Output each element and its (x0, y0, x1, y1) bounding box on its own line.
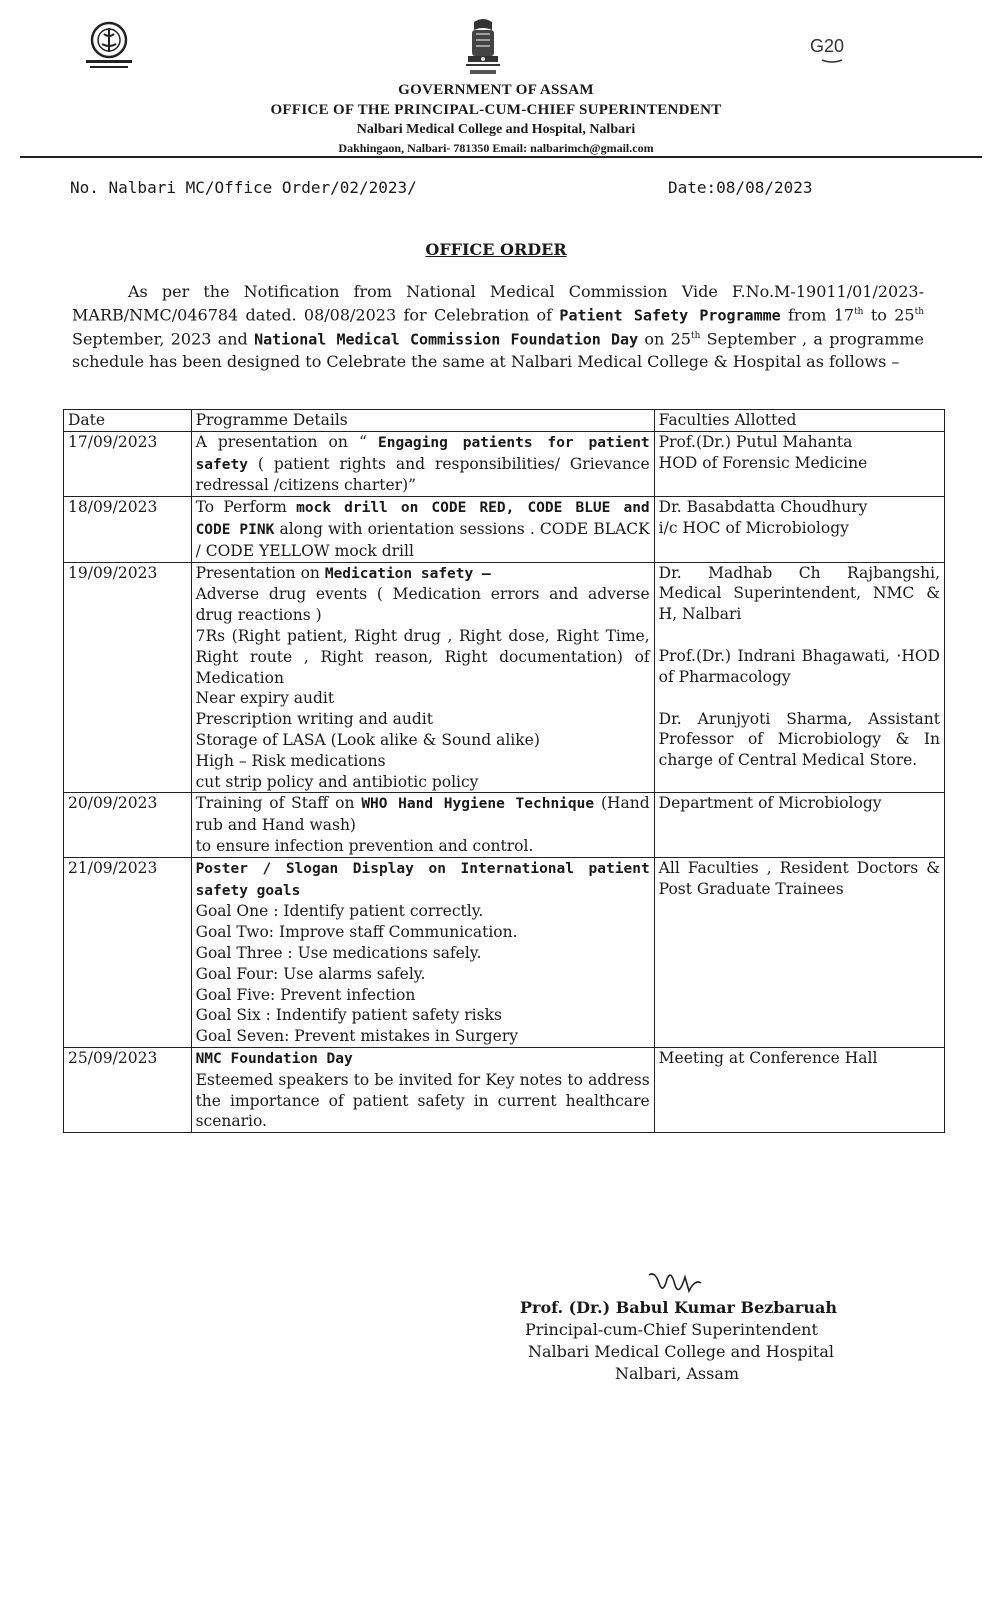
signatory-designation: Principal-cum-Chief Superintendent (525, 1320, 818, 1339)
row-date: 20/09/2023 (64, 793, 192, 857)
g20-logo-icon (808, 30, 856, 70)
order-date: Date:08/08/2023 (668, 178, 813, 197)
row-date: 17/09/2023 (64, 431, 192, 496)
g20-logo (808, 30, 856, 70)
row-faculty: Prof.(Dr.) Putul Mahanta HOD of Forensic Medicine (654, 431, 944, 496)
national-emblem-icon (462, 16, 504, 80)
row-date: 25/09/2023 (64, 1047, 192, 1132)
signatory-institution: Nalbari Medical College and Hospital (528, 1342, 834, 1361)
row-faculty: Meeting at Conference Hall (654, 1047, 944, 1132)
government-title: GOVERNMENT OF ASSAM (398, 82, 594, 98)
programme-schedule-table (63, 409, 945, 1133)
column-header-faculties: Faculties Allotted (654, 410, 944, 432)
order-reference-number: No. Nalbari MC/Office Order/02/2023/ (70, 178, 417, 197)
row-faculty: Dr. Basabdatta Choudhury i/c HOC of Microbiology (654, 497, 944, 562)
address-line: Dakhingaon, Nalbari- 781350 Email: nalbarimch@gmail.com (338, 141, 654, 155)
office-title: OFFICE OF THE PRINCIPAL-CUM-CHIEF SUPERINTENDENT (270, 102, 722, 118)
table-header-row (64, 410, 945, 432)
g20-label: G20 (810, 36, 845, 56)
table-row (64, 497, 945, 562)
signatory-place: Nalbari, Assam (615, 1364, 740, 1383)
row-date: 19/09/2023 (64, 562, 192, 793)
column-header-programme: Programme Details (191, 410, 654, 432)
table-row (64, 793, 945, 857)
column-header-date: Date (64, 410, 192, 432)
row-details: A presentation on “ Engaging patients for patient safety ( patient rights and responsibilities/ Grievance redressal /citizens charter)” (191, 431, 654, 496)
document-title: OFFICE ORDER (425, 240, 567, 259)
row-details: To Perform mock drill on CODE RED, CODE BLUE and CODE PINK along with orientation sessions . CODE BLACK / CODE YELLOW mock drill (191, 497, 654, 562)
table-row (64, 857, 945, 1047)
header-divider (20, 156, 982, 158)
row-faculty: Dr. Madhab Ch Rajbangshi, Medical Superintendent, NMC & H, Nalbari Prof.(Dr.) Indrani Bhagawati, ·HOD of Pharmacology Dr. Arunjyoti Sharma, Assistant Professor of Microbiology & In charge of Central Medical Store. (654, 562, 944, 793)
row-date: 21/09/2023 (64, 857, 192, 1047)
row-details: Poster / Slogan Display on International patient safety goals Goal One : Identify patient correctly. Goal Two: Improve staff Communication. Goal Three : Use medications safely. Goal Four: Use alarms safely. Goal Five: Prevent infection Goal Six : Indentify patient safety risks Goal Seven: Prevent mistakes in Surgery (191, 857, 654, 1047)
signature-block (520, 1297, 940, 1385)
row-details: Presentation on Medication safety – Adverse drug events ( Medication errors and adverse drug reactions ) 7Rs (Right patient, Right drug , Right dose, Right Time, Right route , Right reason, Right documentation) of Medication Near expiry audit Prescription writing and audit Storage of LASA (Look alike & Sound alike) High – Risk medications cut strip policy and antibiotic policy (191, 562, 654, 793)
row-faculty: All Faculties , Resident Doctors & Post Graduate Trainees (654, 857, 944, 1047)
row-details: Training of Staff on WHO Hand Hygiene Technique (Hand rub and Hand wash) to ensure infection prevention and control. (191, 793, 654, 857)
table-row (64, 562, 945, 793)
letterhead (0, 80, 992, 156)
table-row (64, 431, 945, 496)
signatory-name: Prof. (Dr.) Babul Kumar Bezbaruah (520, 1298, 837, 1317)
intro-paragraph: As per the Notification from National Medical Commission Vide F.No.M-19011/01/2023-MARB/NMC/046784 dated. 08/08/2023 for Celebration of Patient Safety Programme from 17th to 25th September, 2023 and National Medical Commission Foundation Day on 25th September , a programme schedule has been designed to Celebrate the same at Nalbari Medical College & Hospital as follows – (72, 282, 925, 371)
college-logo-icon (80, 18, 138, 72)
row-faculty: Department of Microbiology (654, 793, 944, 857)
institution-name: Nalbari Medical College and Hospital, Nalbari (356, 122, 636, 137)
table-row (64, 1047, 945, 1132)
handwritten-signature-icon (645, 1269, 705, 1305)
row-date: 18/09/2023 (64, 497, 192, 562)
row-details: NMC Foundation Day Esteemed speakers to be invited for Key notes to address the importance of patient safety in current healthcare scenario. (191, 1047, 654, 1132)
